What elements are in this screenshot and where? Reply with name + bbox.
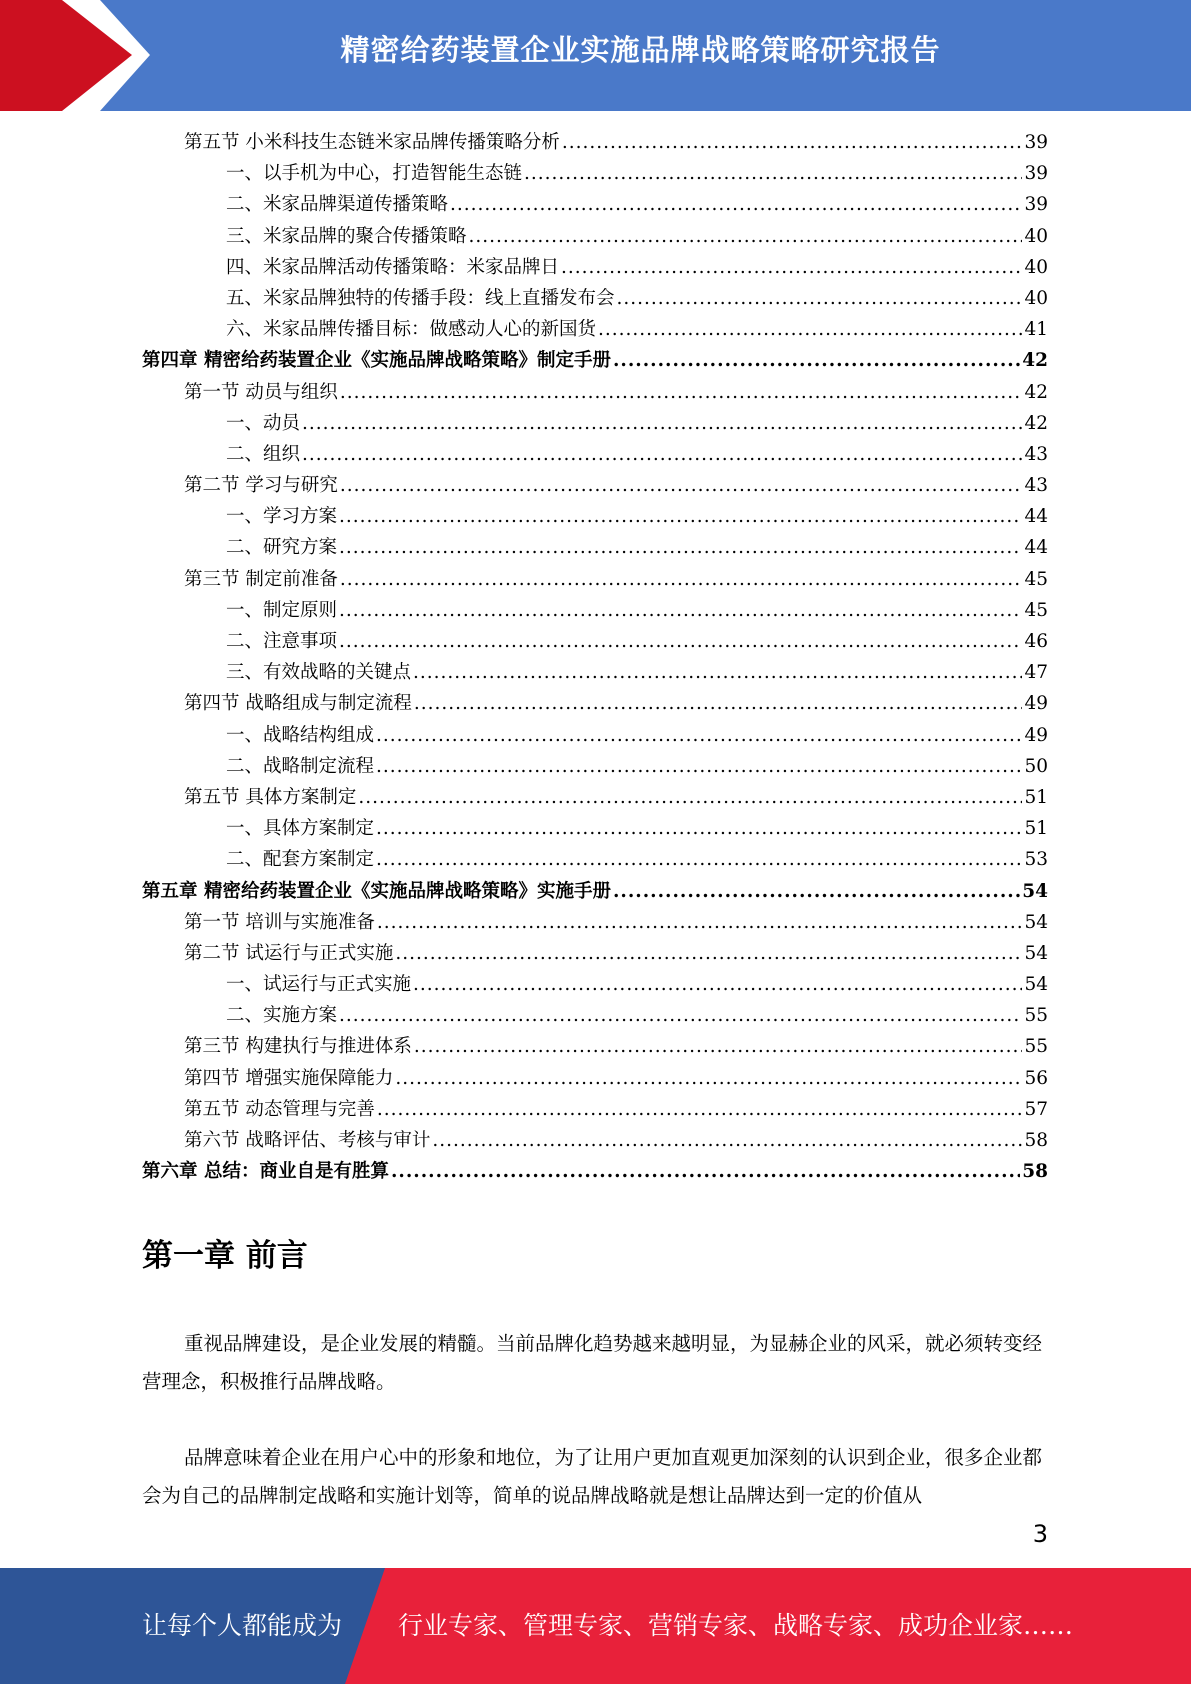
toc-leader-dots xyxy=(414,1036,1023,1057)
toc-entry[interactable] xyxy=(142,1032,1048,1063)
toc-entry-title: 第六节 战略评估、考核与审计 xyxy=(184,1130,431,1151)
toc-leader-dots xyxy=(377,1099,1023,1120)
toc-leader-dots xyxy=(376,849,1022,870)
toc-entry-title: 第一节 培训与实施准备 xyxy=(184,911,375,933)
toc-entry-page: 58 xyxy=(1022,1161,1048,1183)
toc-entry-page: 39 xyxy=(1024,132,1048,153)
toc-entry-title: 第三节 构建执行与推进体系 xyxy=(184,1036,412,1058)
toc-entry-page: 54 xyxy=(1022,880,1048,902)
toc-entry-title: 第一节 动员与组织 xyxy=(184,381,338,403)
toc-entry[interactable] xyxy=(142,222,1048,253)
toc-entry-title: 二、注意事项 xyxy=(226,631,338,652)
toc-entry[interactable] xyxy=(142,315,1048,346)
toc-entry-title: 二、组织 xyxy=(226,443,301,465)
toc-entry-page: 43 xyxy=(1024,443,1048,465)
toc-leader-dots xyxy=(376,756,1022,777)
toc-entry-page: 55 xyxy=(1024,1005,1048,1027)
toc-entry-title: 二、战略制定流程 xyxy=(226,755,375,777)
toc-entry[interactable] xyxy=(142,253,1048,284)
toc-entry-page: 42 xyxy=(1024,412,1048,434)
toc-entry[interactable] xyxy=(142,533,1048,564)
toc-entry[interactable] xyxy=(142,1126,1048,1157)
toc-leader-dots xyxy=(432,1130,1022,1151)
toc-entry-page: 44 xyxy=(1024,537,1048,559)
toc-entry-page: 57 xyxy=(1024,1098,1048,1120)
toc-entry[interactable] xyxy=(142,1064,1048,1095)
toc-leader-dots xyxy=(450,194,1022,215)
toc-entry-page: 50 xyxy=(1024,755,1048,777)
toc-leader-dots xyxy=(339,1005,1022,1026)
toc-entry[interactable] xyxy=(142,378,1048,409)
page-footer xyxy=(0,1568,1191,1684)
toc-entry[interactable] xyxy=(142,908,1048,939)
toc-entry-title: 二、实施方案 xyxy=(226,1005,338,1027)
toc-entry[interactable] xyxy=(142,440,1048,471)
toc-leader-dots xyxy=(598,319,1022,340)
toc-leader-dots xyxy=(414,693,1023,714)
toc-entry-title: 第三节 制定前准备 xyxy=(184,568,338,590)
toc-leader-dots xyxy=(302,413,1022,434)
chapter-heading: 第一章 前言 xyxy=(142,1238,308,1274)
toc-entry-title: 五、米家品牌独特的传播手段：线上直播发布会 xyxy=(226,287,615,309)
toc-entry[interactable] xyxy=(142,565,1048,596)
toc-entry-page: 54 xyxy=(1024,942,1048,964)
toc-leader-dots xyxy=(391,1161,1020,1182)
toc-entry[interactable] xyxy=(142,689,1048,720)
toc-entry-page: 49 xyxy=(1024,693,1048,715)
toc-entry[interactable] xyxy=(142,877,1048,908)
toc-leader-dots xyxy=(339,600,1022,621)
toc-entry[interactable] xyxy=(142,658,1048,689)
toc-entry[interactable] xyxy=(142,596,1048,627)
body-paragraph: 重视品牌建设，是企业发展的精髓。当前品牌化趋势越来越明显，为显赫企业的风采，就必须转变经营理念，积极推行品牌战略。 xyxy=(142,1332,1043,1393)
toc-leader-dots xyxy=(413,974,1022,995)
toc-entry[interactable] xyxy=(142,409,1048,440)
toc-entry-title: 一、动员 xyxy=(226,412,301,434)
toc-entry-page: 58 xyxy=(1024,1130,1048,1151)
toc-leader-dots xyxy=(469,226,1023,247)
toc-leader-dots xyxy=(613,350,1020,371)
toc-entry-title: 二、配套方案制定 xyxy=(226,849,375,871)
toc-entry[interactable] xyxy=(142,752,1048,783)
table-of-contents xyxy=(142,128,1048,1188)
toc-entry-page: 51 xyxy=(1024,786,1048,808)
toc-entry-title: 六、米家品牌传播目标：做感动人心的新国货 xyxy=(226,319,597,341)
toc-entry-page: 56 xyxy=(1024,1067,1048,1089)
toc-entry-title: 第六章 总结：商业自是有胜算 xyxy=(142,1161,389,1183)
toc-entry-page: 54 xyxy=(1024,911,1048,933)
toc-leader-dots xyxy=(376,725,1022,746)
toc-entry[interactable] xyxy=(142,1157,1048,1188)
toc-entry[interactable] xyxy=(142,814,1048,845)
toc-leader-dots xyxy=(358,787,1022,808)
toc-entry-title: 第四章 精密给药装置企业《实施品牌战略策略》制定手册 xyxy=(142,350,611,372)
toc-entry-page: 55 xyxy=(1024,1036,1048,1058)
toc-leader-dots xyxy=(617,288,1023,309)
toc-leader-dots xyxy=(340,569,1023,590)
toc-leader-dots xyxy=(340,382,1023,403)
toc-entry-page: 42 xyxy=(1024,381,1048,403)
toc-entry-title: 一、具体方案制定 xyxy=(226,818,375,840)
toc-entry-page: 46 xyxy=(1024,631,1048,652)
toc-entry[interactable] xyxy=(142,346,1048,377)
toc-entry[interactable] xyxy=(142,471,1048,502)
toc-entry-title: 二、研究方案 xyxy=(226,537,338,559)
toc-entry-title: 三、有效战略的关键点 xyxy=(226,662,412,684)
toc-leader-dots xyxy=(302,444,1022,465)
toc-entry[interactable] xyxy=(142,190,1048,221)
toc-entry-page: 39 xyxy=(1024,194,1048,216)
toc-entry-page: 42 xyxy=(1022,350,1048,372)
toc-entry-page: 43 xyxy=(1024,475,1048,497)
toc-entry-page: 49 xyxy=(1024,724,1048,746)
toc-entry-page: 39 xyxy=(1024,163,1048,185)
toc-leader-dots xyxy=(340,475,1023,496)
toc-entry-page: 51 xyxy=(1024,818,1048,840)
toc-entry-page: 47 xyxy=(1024,662,1048,684)
toc-entry-title: 一、试运行与正式实施 xyxy=(226,974,412,996)
toc-entry[interactable] xyxy=(142,939,1048,970)
toc-entry-page: 45 xyxy=(1024,599,1048,621)
toc-entry-page: 44 xyxy=(1024,506,1048,528)
toc-leader-dots xyxy=(339,537,1022,558)
toc-leader-dots xyxy=(561,257,1022,278)
toc-leader-dots xyxy=(524,163,1022,184)
toc-entry[interactable] xyxy=(142,1095,1048,1126)
body-paragraph: 品牌意味着企业在用户心中的形象和地位，为了让用户更加直观更加深刻的认识到企业，很多企业都会为自己的品牌制定战略和实施计划等，简单的说品牌战略就是想让品牌达到一定的价值从 xyxy=(142,1446,1043,1507)
page-header xyxy=(0,0,1191,111)
toc-entry[interactable] xyxy=(142,845,1048,876)
toc-entry[interactable] xyxy=(142,721,1048,752)
toc-entry[interactable] xyxy=(142,970,1048,1001)
toc-leader-dots xyxy=(562,132,1023,153)
toc-leader-dots xyxy=(376,818,1022,839)
toc-entry-title: 第五章 精密给药装置企业《实施品牌战略策略》实施手册 xyxy=(142,880,611,902)
toc-leader-dots xyxy=(613,881,1020,902)
toc-entry-title: 第四节 战略组成与制定流程 xyxy=(184,693,412,715)
toc-entry-page: 53 xyxy=(1024,849,1048,871)
toc-entry[interactable] xyxy=(142,502,1048,533)
toc-leader-dots xyxy=(413,662,1022,683)
toc-entry-title: 第五节 具体方案制定 xyxy=(184,786,357,808)
toc-entry-title: 一、战略结构组成 xyxy=(226,724,375,746)
toc-entry-page: 40 xyxy=(1024,225,1048,247)
footer-slogan-right: 行业专家、管理专家、营销专家、战略专家、成功企业家…… xyxy=(398,1611,1074,1640)
toc-entry[interactable] xyxy=(142,783,1048,814)
toc-entry-title: 三、米家品牌的聚合传播策略 xyxy=(226,225,467,247)
toc-entry-title: 第五节 小米科技生态链米家品牌传播策略分析 xyxy=(184,132,560,153)
toc-entry-title: 二、米家品牌渠道传播策略 xyxy=(226,194,449,216)
toc-leader-dots xyxy=(339,506,1022,527)
toc-entry[interactable] xyxy=(142,627,1048,658)
page-number: 3 xyxy=(1032,1520,1048,1548)
toc-entry-page: 45 xyxy=(1024,568,1048,590)
toc-entry-title: 四、米家品牌活动传播策略：米家品牌日 xyxy=(226,256,560,278)
toc-entry-title: 第二节 学习与研究 xyxy=(184,475,338,497)
toc-entry-title: 一、学习方案 xyxy=(226,506,338,528)
header-title: 精密给药装置企业实施品牌战略策略研究报告 xyxy=(340,33,941,67)
toc-entry-title: 一、制定原则 xyxy=(226,599,338,621)
toc-entry-title: 第四节 增强实施保障能力 xyxy=(184,1067,394,1089)
toc-leader-dots xyxy=(395,943,1022,964)
toc-entry[interactable] xyxy=(142,284,1048,315)
toc-entry[interactable] xyxy=(142,128,1048,159)
toc-entry[interactable] xyxy=(142,159,1048,190)
toc-entry-page: 40 xyxy=(1024,256,1048,278)
toc-entry-title: 第五节 动态管理与完善 xyxy=(184,1098,375,1120)
toc-entry-title: 第二节 试运行与正式实施 xyxy=(184,942,394,964)
toc-leader-dots xyxy=(395,1068,1022,1089)
toc-entry-page: 54 xyxy=(1024,974,1048,996)
toc-entry-page: 41 xyxy=(1024,319,1048,341)
toc-leader-dots xyxy=(377,912,1023,933)
toc-entry-page: 40 xyxy=(1024,287,1048,309)
toc-entry[interactable] xyxy=(142,1001,1048,1032)
toc-leader-dots xyxy=(339,631,1022,652)
footer-slogan-left: 让每个人都能成为 xyxy=(142,1611,343,1640)
toc-entry-title: 一、以手机为中心，打造智能生态链 xyxy=(226,163,523,185)
